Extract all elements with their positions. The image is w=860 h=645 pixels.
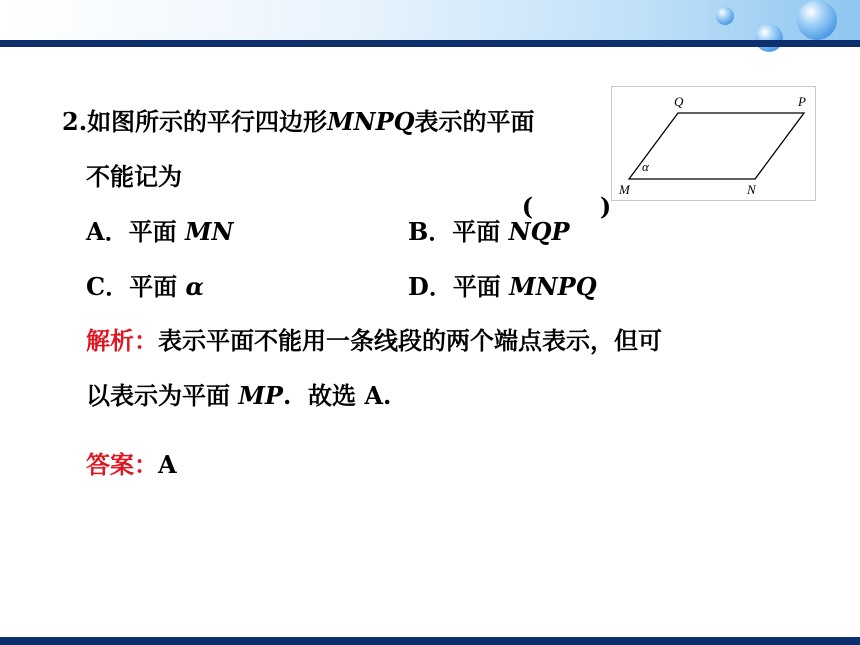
option-c: C．平面 α (86, 272, 204, 301)
answer-bracket: ( ) (521, 192, 612, 221)
label-p: P (798, 94, 806, 109)
option-b: B．平面 NQP (408, 217, 570, 246)
question-stem-part1: 如图所示的平行四边形 (87, 107, 328, 136)
option-a: A．平面 MN (86, 217, 234, 246)
bottom-rule (0, 637, 860, 645)
analysis-text-1: 表示平面不能用一条线段的两个端点表示，但可 (158, 326, 662, 355)
question-stem-line2: 不能记为 (86, 162, 182, 191)
analysis-label: 解析： (86, 326, 158, 355)
parallelogram-figure (611, 86, 816, 201)
analysis-line-1 (86, 326, 662, 356)
label-q: Q (674, 94, 684, 109)
decorative-bubble-medium (755, 24, 783, 52)
question-line-1 (62, 107, 535, 137)
question-stem-var: MNPQ (327, 107, 415, 136)
analysis-line-2: 以表示为平面 MP. 故选 A. (86, 381, 392, 410)
parallelogram-shape (629, 113, 804, 179)
question-line-2 (86, 162, 182, 192)
label-alpha: α (642, 159, 649, 174)
question-number: 2. (62, 107, 88, 136)
option-d: D．平面 MNPQ (408, 272, 597, 301)
decorative-bubble-large (797, 0, 837, 40)
top-rule (0, 40, 860, 47)
answer-value: A (158, 450, 177, 479)
parallelogram-svg (612, 87, 815, 200)
label-m: M (619, 182, 630, 197)
label-n: N (747, 182, 756, 197)
answer-label: 答案： (86, 450, 158, 479)
question-stem-part2: 表示的平面 (414, 107, 535, 136)
decorative-bubble-small (716, 7, 734, 25)
answer-line (86, 450, 177, 480)
